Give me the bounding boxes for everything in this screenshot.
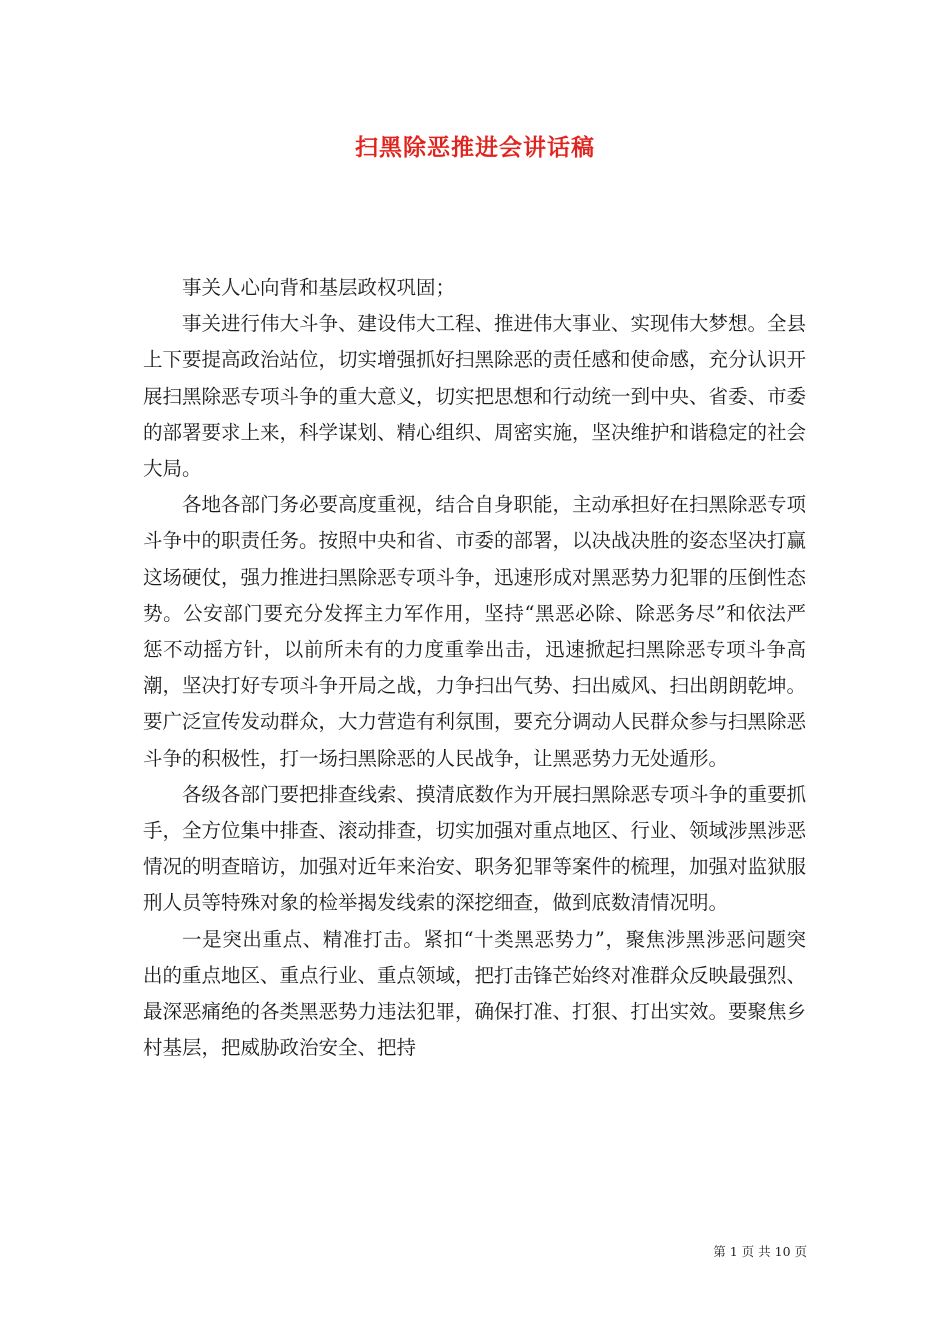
- page-number: 第 1 页 共 10 页: [713, 1244, 807, 1259]
- paragraph: 各级各部门要把排查线索、摸清底数作为开展扫黑除恶专项斗争的重要抓手，全方位集中排查、滚动排查，切实加强对重点地区、行业、领域涉黑涉恶情况的明查暗访，加强对近年来治安、职务犯罪等案件的梳理，加强对监狱服刑人员等特殊对象的检举揭发线索的深挖细查，做到底数清情况明。: [143, 782, 807, 915]
- paragraph: 事关人心向背和基层政权巩固；: [182, 276, 456, 299]
- paragraph: 各地各部门务必要高度重视，结合自身职能，主动承担好在扫黑除恶专项斗争中的职责任务。按照中央和省、市委的部署，以决战决胜的姿态坚决打赢这场硬仗，强力推进扫黑除恶专项斗争，迅速形成对黑恶势力犯罪的压倒性态势。公安部门要充分发挥主力军作用，坚持“黑恶必除、除恶务尽”和依法严惩不动摇方针，以前所未有的力度重拳出击，迅速掀起扫黑除恶专项斗争高潮，坚决打好专项斗争开局之战，力争扫出气势、扫出威风、扫出朗朗乾坤。要广泛宣传发动群众，大力营造有利氛围，要充分调动人民群众参与扫黑除恶斗争的积极性，打一场扫黑除恶的人民战争，让黑恶势力无处遁形。: [143, 493, 807, 770]
- paragraph: 事关进行伟大斗争、建设伟大工程、推进伟大事业、实现伟大梦想。全县上下要提高政治站位，切实增强抓好扫黑除恶的责任感和使命感，充分认识开展扫黑除恶专项斗争的重大意义，切实把思想和行动统一到中央、省委、市委的部署要求上来，科学谋划、精心组织、周密实施，坚决维护和谐稳定的社会大局。: [143, 312, 807, 481]
- document-body: [143, 270, 806, 1066]
- paragraph: 一是突出重点、精准打击。紧扣“十类黑恶势力”，聚焦涉黑涉恶问题突出的重点地区、重点行业、重点领域，把打击锋芒始终对准群众反映最强烈、最深恶痛绝的各类黑恶势力违法犯罪，确保打准、打狠、打出实效。要聚焦乡村基层，把威胁政治安全、把持: [143, 927, 807, 1060]
- document-title: 扫黑除恶推进会讲话稿: [355, 134, 595, 161]
